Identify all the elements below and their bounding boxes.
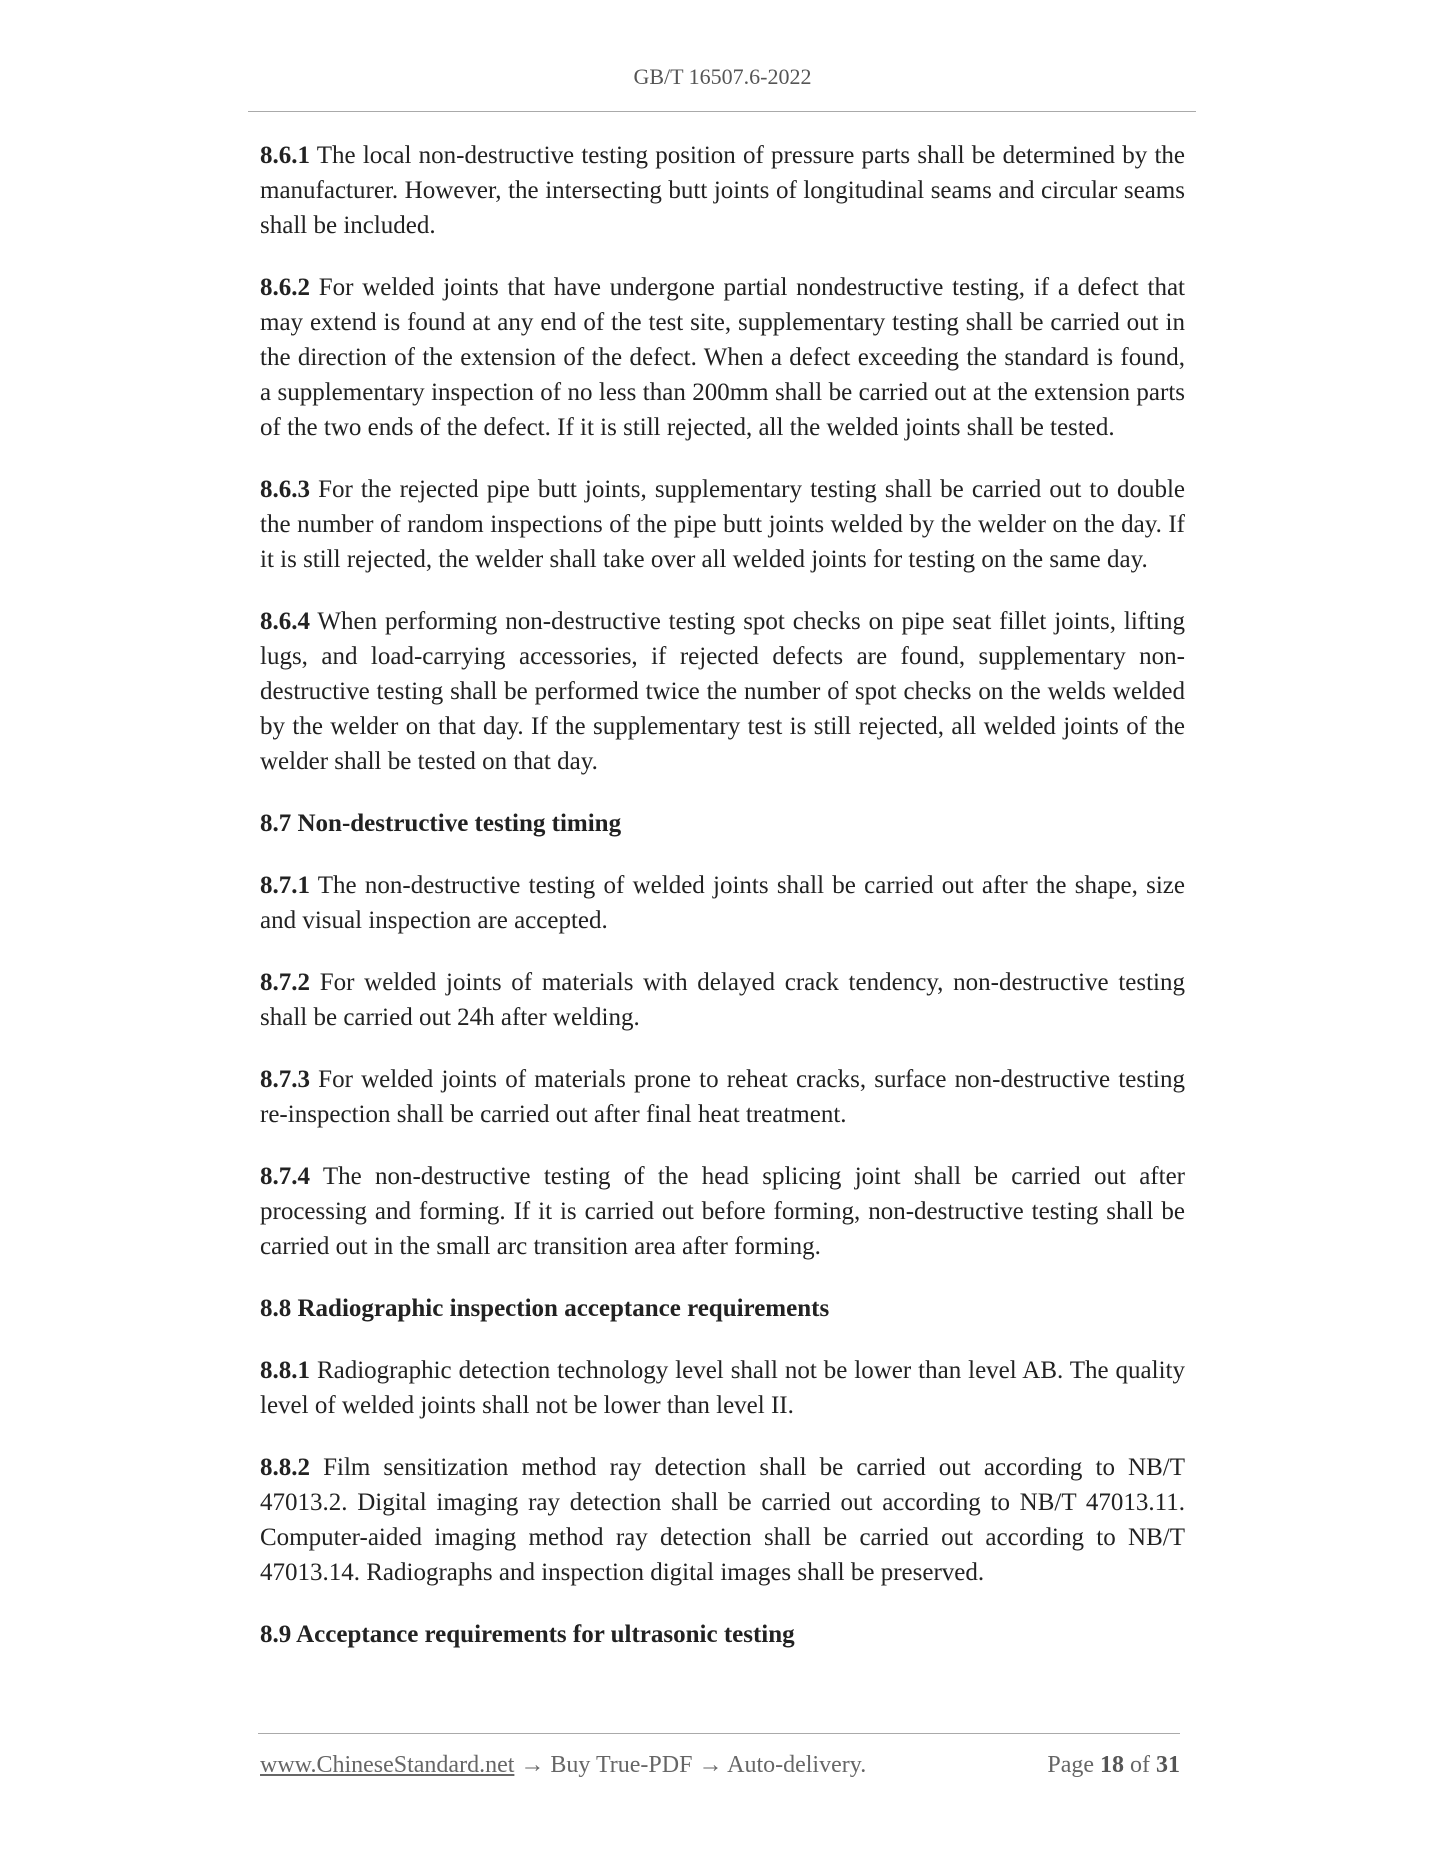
clause-8-8-2 — [260, 1450, 1185, 1590]
clause-number: 8.6.2 — [260, 274, 310, 301]
clause-8-6-4 — [260, 604, 1185, 779]
clause-number: 8.6.1 — [260, 142, 310, 169]
current-page: 18 — [1100, 1752, 1124, 1778]
clause-text: The non-destructive testing of the head splicing joint shall be carried out after processing and forming. If it is carried out before forming, non-destructive testing shall be carried out in the small arc transition area after forming. — [260, 1163, 1185, 1260]
page-indicator — [1047, 1752, 1180, 1779]
clause-text: For welded joints of materials prone to reheat cracks, surface non-destructive testing re-inspection shall be carried out after final heat treatment. — [260, 1066, 1185, 1128]
section-heading-8-7: 8.7 Non-destructive testing timing — [260, 810, 622, 837]
clause-number: 8.8.1 — [260, 1357, 310, 1384]
clause-number: 8.8.2 — [260, 1454, 310, 1481]
clause-text: When performing non-destructive testing spot checks on pipe seat fillet joints, lifting lugs, and load-carrying accessories, if rejected defects are found, supplementary non-destructive testing shall be performed twice the number of spot checks on the welds welded by the welder on that day. If the supplementary test is still rejected, all welded joints of the welder shall be tested on that day. — [260, 608, 1185, 775]
total-pages: 31 — [1156, 1752, 1180, 1778]
clause-text: For the rejected pipe butt joints, supplementary testing shall be carried out to double the number of random inspections of the pipe butt joints welded by the welder on the day. If it is still rejected, the welder shall take over all welded joints for testing on the same day. — [260, 476, 1185, 573]
clause-number: 8.6.3 — [260, 476, 310, 503]
clause-text: For welded joints of materials with delayed crack tendency, non-destructive testing shall be carried out 24h after welding. — [260, 969, 1185, 1031]
clause-text: Film sensitization method ray detection shall be carried out according to NB/T 47013.2. Digital imaging ray detection shall be carried out according to NB/T 47013.11. Computer-aided imaging method ray detection shall be carried out according to NB/T 47013.14. Radiographs and inspection digital images shall be preserved. — [260, 1454, 1185, 1586]
clause-8-8-1 — [260, 1353, 1185, 1423]
clause-number: 8.7.2 — [260, 969, 310, 996]
site-link[interactable]: www.ChineseStandard.net — [260, 1752, 515, 1778]
footer-promo-text: → Buy True-PDF → Auto-delivery. — [514, 1752, 867, 1778]
footer-divider — [258, 1733, 1180, 1734]
clause-text: The non-destructive testing of welded joints shall be carried out after the shape, size and visual inspection are accepted. — [260, 872, 1185, 934]
document-body — [260, 138, 1185, 1679]
section-heading-8-9: 8.9 Acceptance requirements for ultrasonic testing — [260, 1621, 795, 1648]
document-code-header: GB/T 16507.6-2022 — [633, 64, 812, 89]
clause-8-7-4 — [260, 1159, 1185, 1264]
clause-8-7-1 — [260, 868, 1185, 938]
of-label: of — [1124, 1752, 1156, 1778]
page-footer — [260, 1752, 1180, 1782]
clause-8-7-3 — [260, 1062, 1185, 1132]
clause-text: Radiographic detection technology level shall not be lower than level AB. The quality level of welded joints shall not be lower than level II. — [260, 1357, 1185, 1419]
section-heading-8-8: 8.8 Radiographic inspection acceptance requirements — [260, 1295, 830, 1322]
clause-8-6-3 — [260, 472, 1185, 577]
footer-promo — [260, 1752, 866, 1779]
clause-number: 8.7.3 — [260, 1066, 310, 1093]
clause-8-7-2 — [260, 965, 1185, 1035]
clause-8-6-1 — [260, 138, 1185, 243]
clause-text: The local non-destructive testing position of pressure parts shall be determined by the manufacturer. However, the intersecting butt joints of longitudinal seams and circular seams shall be included. — [260, 142, 1185, 239]
clause-8-6-2 — [260, 270, 1185, 445]
clause-number: 8.7.4 — [260, 1163, 310, 1190]
page-label: Page — [1047, 1752, 1100, 1778]
header-divider — [248, 111, 1196, 112]
clause-number: 8.7.1 — [260, 872, 310, 899]
clause-text: For welded joints that have undergone partial nondestructive testing, if a defect that may extend is found at any end of the test site, supplementary testing shall be carried out in the direction of the extension of the defect. When a defect exceeding the standard is found, a supplementary inspection of no less than 200mm shall be carried out at the extension parts of the two ends of the defect. If it is still rejected, all the welded joints shall be tested. — [260, 274, 1185, 441]
clause-number: 8.6.4 — [260, 608, 310, 635]
